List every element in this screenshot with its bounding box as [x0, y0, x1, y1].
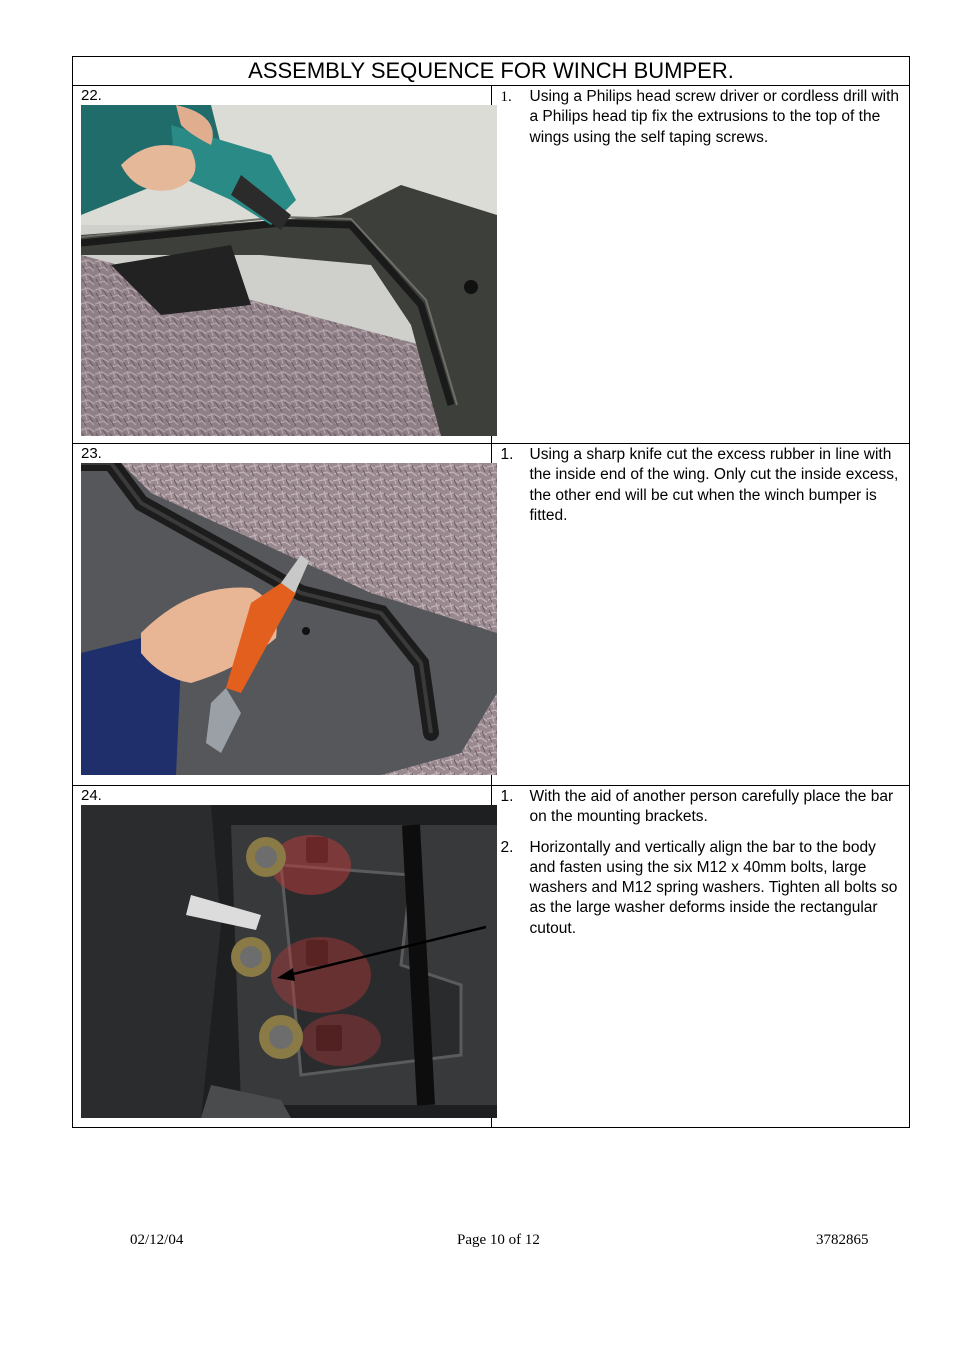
step-number: 22.	[81, 87, 102, 104]
instruction-text: Using a Philips head screw driver or cordless drill with a Philips head tip fix the extrusions to the top of the wings using the self taping screws.	[529, 88, 900, 146]
instruction-text: With the aid of another person carefully place the bar on the mounting brackets.	[529, 788, 894, 826]
footer-doc-number: 3782865	[816, 1232, 869, 1248]
page-title: ASSEMBLY SEQUENCE FOR WINCH BUMPER.	[73, 57, 910, 86]
step-image-cell	[73, 444, 492, 786]
step-row	[73, 86, 910, 444]
instruction-number: 1.	[500, 788, 514, 805]
bolts-photo	[81, 805, 497, 1118]
instruction-list	[492, 87, 910, 148]
step-image-cell	[73, 786, 492, 1128]
step-image-cell	[73, 86, 492, 444]
step-row	[73, 444, 910, 786]
step-number: 24.	[81, 787, 102, 804]
instruction-text: Horizontally and vertically align the bar to the body and fasten using the six M12 x 40mm bolts, large washers and M12 spring washers. Tighten all bolts so as the large washer deforms inside the rectangular cutout.	[529, 838, 898, 937]
footer-date: 02/12/04	[130, 1232, 184, 1248]
instruction-item	[492, 87, 910, 148]
instruction-number: 2.	[500, 838, 514, 856]
step-number: 23.	[81, 445, 102, 462]
drill-photo	[81, 105, 497, 436]
step-instructions-cell	[491, 786, 910, 1128]
instruction-number: 1.	[500, 89, 512, 105]
instruction-list	[492, 445, 910, 526]
instruction-list	[492, 787, 910, 939]
step-row	[73, 786, 910, 1128]
footer-page-number: Page 10 of 12	[457, 1232, 540, 1248]
instruction-number: 1.	[500, 446, 514, 463]
instruction-text: Using a sharp knife cut the excess rubber in line with the inside end of the wing. Only cut the inside excess, the other end will be cut when the winch bumper is fitted.	[529, 446, 899, 524]
knife-photo	[81, 463, 497, 775]
step-instructions-cell	[491, 444, 910, 786]
step-instructions-cell	[491, 86, 910, 444]
instruction-item	[492, 445, 910, 526]
assembly-table	[72, 56, 910, 1128]
instruction-item	[492, 787, 910, 828]
assembly-sheet	[72, 56, 909, 1128]
instruction-item	[492, 838, 910, 939]
